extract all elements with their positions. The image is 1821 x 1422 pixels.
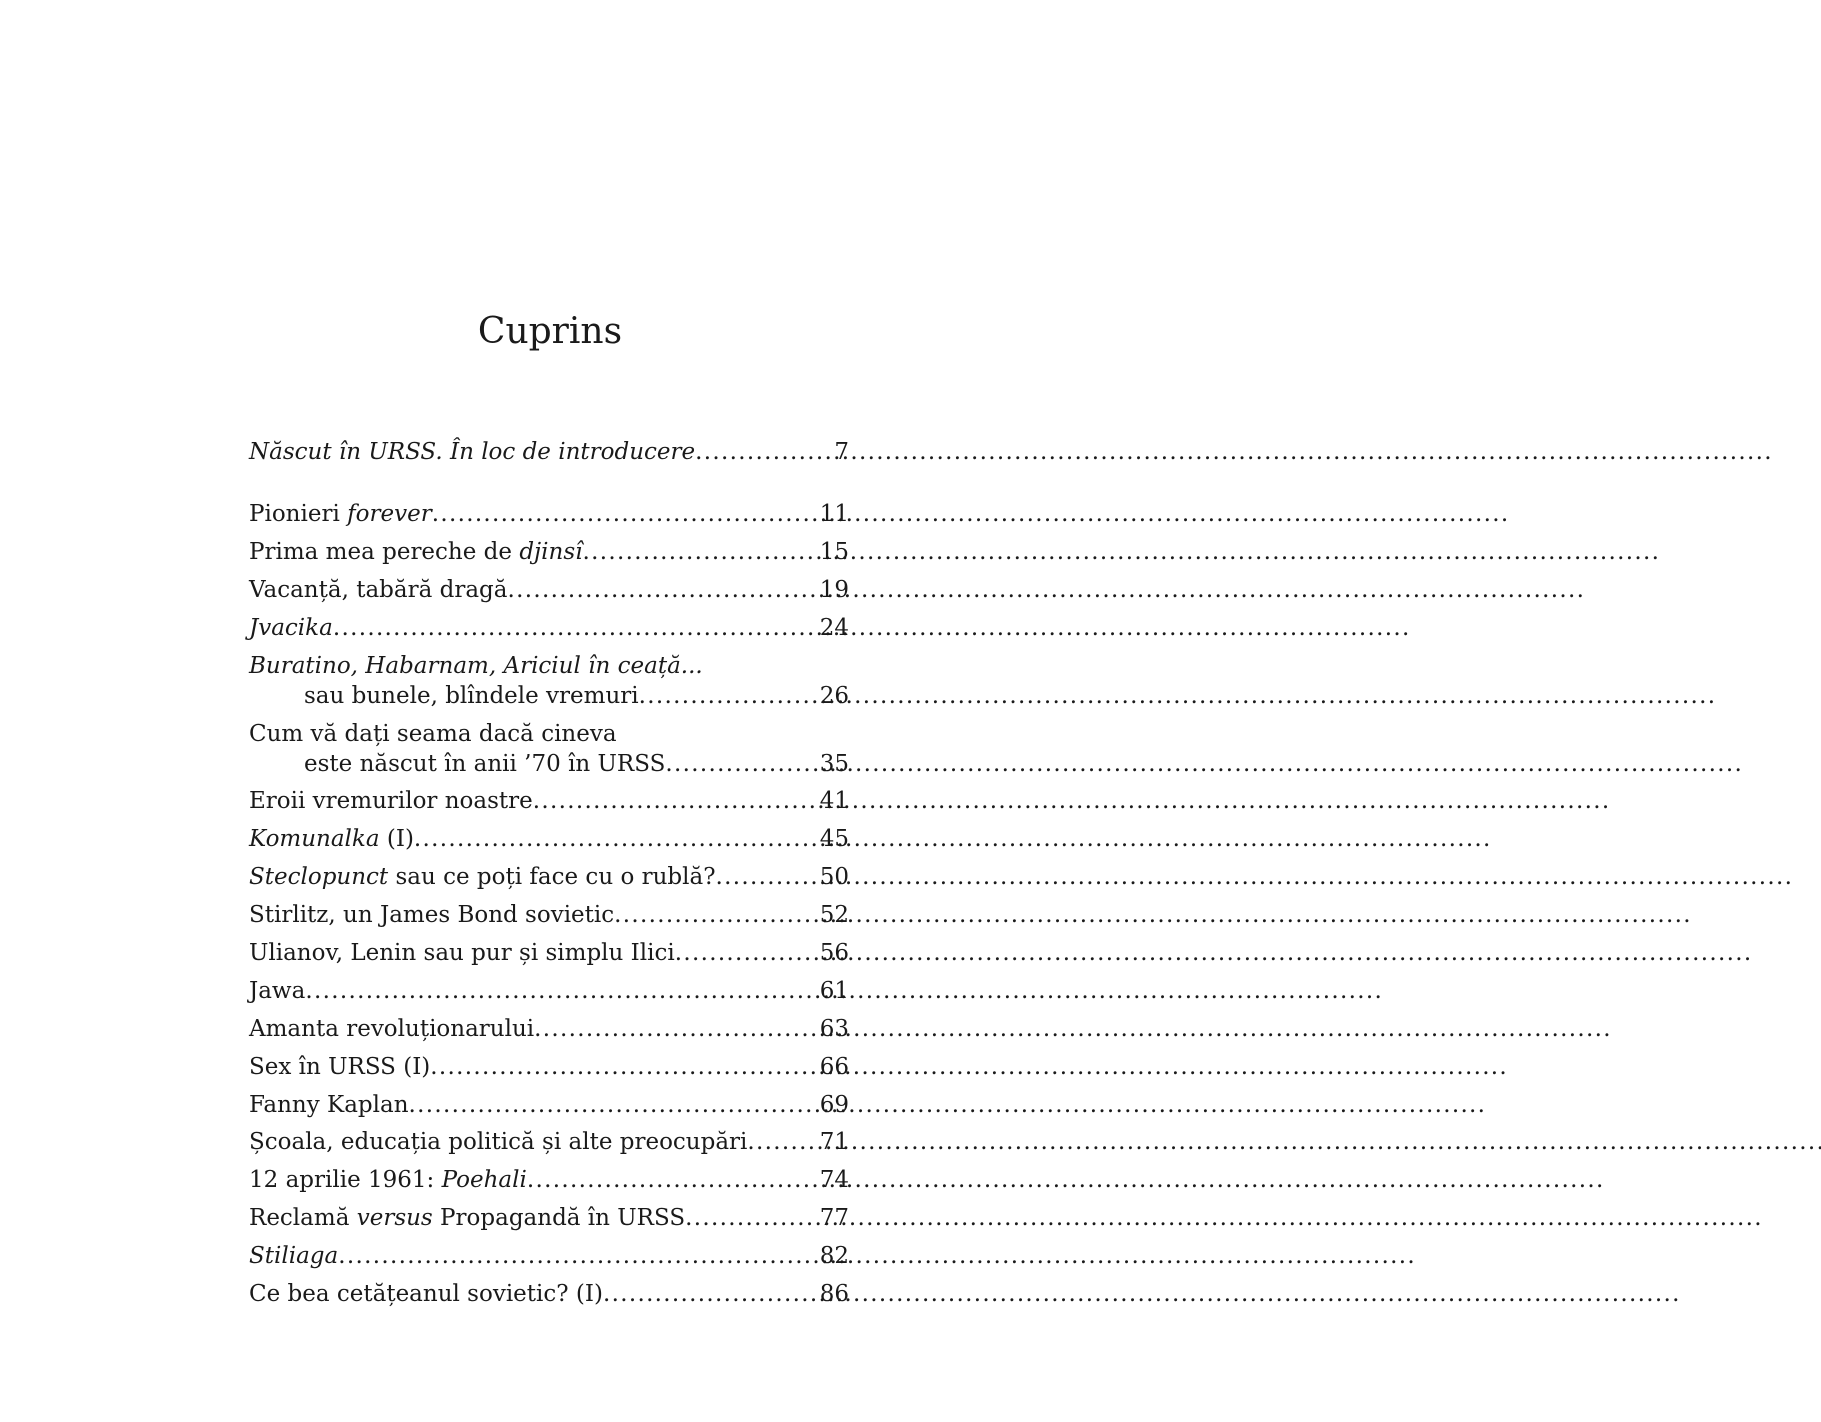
- dot-leader: [338, 1241, 818, 1271]
- page-number: 77: [819, 1205, 849, 1231]
- toc-entry-title: [249, 862, 716, 892]
- toc-entry[interactable]: [249, 575, 849, 605]
- toc-entry[interactable]: [249, 1090, 849, 1120]
- entry-title-segment: Ulianov, Lenin sau pur și simplu Ilici: [249, 940, 675, 966]
- entry-title-segment: Steclopunct: [249, 864, 389, 890]
- toc-entry-title: [249, 575, 507, 605]
- toc-entry[interactable]: [249, 1014, 849, 1044]
- dot-leader: [527, 1165, 818, 1195]
- entry-title-segment: Născut în URSS. În loc de introducere: [249, 439, 696, 465]
- page-number: 19: [819, 577, 849, 603]
- entry-title-segment: Reclamă: [249, 1205, 357, 1231]
- entry-title-segment: djinsî: [519, 539, 583, 565]
- toc-entry[interactable]: [249, 1165, 849, 1195]
- page-number: 61: [819, 978, 849, 1004]
- page-number: 50: [819, 864, 849, 890]
- toc-entry-title-first-line: [249, 651, 849, 681]
- toc-entry[interactable]: [249, 613, 849, 643]
- toc-entry-title: [249, 824, 414, 854]
- entry-title-segment: Cum vă dați seama dacă cineva: [249, 721, 617, 747]
- entry-title-segment: Stirlitz, un James Bond sovietic: [249, 902, 615, 928]
- toc-entry-title: [249, 437, 695, 467]
- toc-entry-title: [249, 1203, 685, 1233]
- toc-entry[interactable]: [249, 900, 849, 930]
- dot-leader: [665, 749, 817, 779]
- toc-entry[interactable]: [249, 651, 849, 711]
- entry-title-segment: Komunalka: [249, 826, 380, 852]
- entry-title-segment: Stiliaga: [249, 1243, 339, 1269]
- entry-title-segment: Eroii vremurilor noastre: [249, 788, 533, 814]
- toc-entry[interactable]: [249, 976, 849, 1006]
- toc-entry[interactable]: [249, 1203, 849, 1233]
- toc-entry-title: [249, 976, 305, 1006]
- page-number: 41: [819, 788, 849, 814]
- page-number: 11: [819, 501, 849, 527]
- page-number: 82: [819, 1243, 849, 1269]
- entry-title-segment: Școala, educația politică și alte preocupări: [249, 1129, 748, 1155]
- page-number: 7: [834, 439, 849, 465]
- toc-entry-title: [304, 749, 665, 779]
- toc-entry-title: [249, 499, 432, 529]
- dot-leader: [430, 1052, 817, 1082]
- dot-leader: [432, 499, 818, 529]
- page-number: 86: [819, 1281, 849, 1307]
- entry-title-segment: versus: [356, 1205, 433, 1231]
- dot-leader: [614, 900, 818, 930]
- entry-title-segment: Prima mea pereche de: [249, 539, 520, 565]
- entry-title-segment: Fanny Kaplan: [249, 1092, 409, 1118]
- toc-entry-title-first-line: [249, 719, 849, 749]
- toc-entry[interactable]: [249, 786, 849, 816]
- page-number: 69: [819, 1092, 849, 1118]
- toc-entry[interactable]: [249, 1241, 849, 1271]
- toc-entry-title: [249, 613, 333, 643]
- toc-entry-title: [249, 1014, 534, 1044]
- page-number: 24: [819, 615, 849, 641]
- toc-entry-title: [249, 900, 614, 930]
- entry-title-segment: Vacanță, tabără dragă: [249, 577, 508, 603]
- toc-entry-title: [249, 1090, 409, 1120]
- dot-leader: [414, 824, 818, 854]
- entry-title-segment: Ce bea cetățeanul sovietic? (I): [249, 1281, 603, 1307]
- entry-title-segment: Pionieri: [249, 501, 348, 527]
- dot-leader: [333, 613, 818, 643]
- entry-title-segment: Jvacika: [249, 615, 333, 641]
- toc-entry[interactable]: [249, 537, 849, 567]
- dot-leader: [533, 786, 818, 816]
- toc-entry-title: [304, 681, 639, 711]
- toc-entry-title: [249, 1052, 430, 1082]
- page-number: 63: [819, 1016, 849, 1042]
- page-title: Cuprins: [477, 311, 623, 352]
- entry-title-segment: sau ce poți face cu o rublă?: [388, 864, 716, 890]
- page-number: 45: [819, 826, 849, 852]
- toc-entry[interactable]: [249, 1127, 849, 1157]
- entry-title-segment: (I): [379, 826, 414, 852]
- dot-leader: [716, 862, 818, 892]
- entry-title-segment: Poehali: [441, 1167, 527, 1193]
- toc-entry-title: [249, 1127, 747, 1157]
- dot-leader: [409, 1090, 818, 1120]
- entry-title-segment: 12 aprilie 1961:: [249, 1167, 442, 1193]
- entry-title-segment: forever: [347, 501, 432, 527]
- page-number: 52: [819, 902, 849, 928]
- page-number: 26: [819, 683, 849, 709]
- toc-entry-title: [249, 1165, 527, 1195]
- dot-leader: [305, 976, 817, 1006]
- dot-leader: [685, 1203, 818, 1233]
- toc-entry[interactable]: [249, 862, 849, 892]
- entry-title-segment: Propagandă în URSS: [432, 1205, 686, 1231]
- toc-entry[interactable]: [249, 1052, 849, 1082]
- toc-entry[interactable]: [249, 719, 849, 779]
- page-number: 15: [819, 539, 849, 565]
- toc-entry[interactable]: [249, 938, 849, 968]
- page-number: 56: [819, 940, 849, 966]
- page-number: 74: [819, 1167, 849, 1193]
- dot-leader: [675, 938, 818, 968]
- dot-leader: [603, 1279, 818, 1309]
- toc-entry-title: [249, 537, 583, 567]
- toc-entry-title: [249, 1241, 338, 1271]
- entry-title-segment: Buratino, Habarnam, Ariciul în ceață...: [249, 653, 703, 679]
- entry-title-segment: Jawa: [249, 978, 306, 1004]
- entry-title-segment: Amanta revoluționarului: [249, 1016, 535, 1042]
- page-number: 35: [819, 751, 849, 777]
- toc-entry-title: [249, 786, 533, 816]
- dot-leader: [639, 681, 818, 711]
- dot-leader: [695, 437, 832, 467]
- toc-entry[interactable]: [249, 499, 849, 529]
- toc-entry[interactable]: [249, 1279, 849, 1309]
- toc-entry[interactable]: [249, 824, 849, 854]
- toc-entry-title: [249, 938, 675, 968]
- dot-leader: [534, 1014, 818, 1044]
- page-number: 71: [819, 1129, 849, 1155]
- dot-leader: [583, 537, 818, 567]
- dot-leader: [507, 575, 817, 605]
- page-number: 66: [819, 1054, 849, 1080]
- entry-title-segment: este născut în anii ’70 în URSS: [304, 751, 666, 777]
- entry-title-segment: Sex în URSS (I): [249, 1054, 431, 1080]
- dot-leader: [747, 1127, 817, 1157]
- toc-entry-title: [249, 1279, 603, 1309]
- entry-title-segment: sau bunele, blîndele vremuri: [304, 683, 639, 709]
- toc-entry[interactable]: [249, 437, 849, 467]
